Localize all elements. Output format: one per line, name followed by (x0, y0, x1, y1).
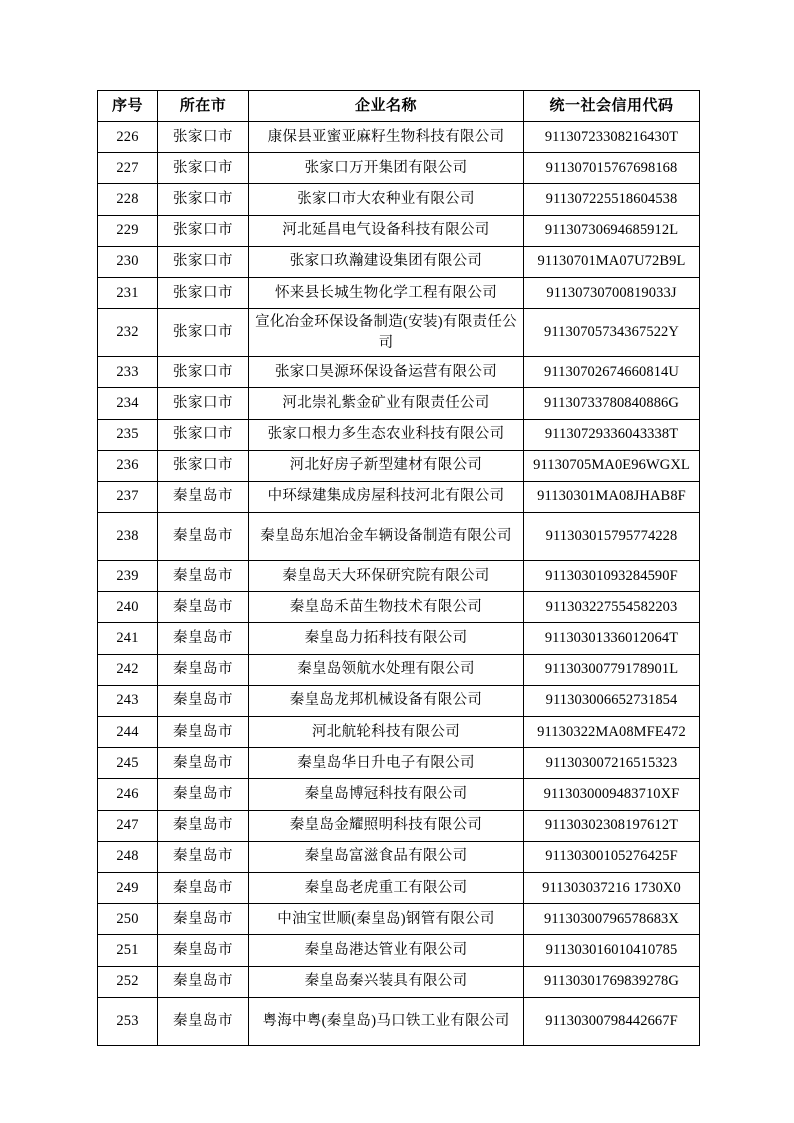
cell-company: 张家口万开集团有限公司 (249, 153, 524, 184)
table-row (98, 935, 700, 966)
table-row (98, 513, 700, 561)
cell-index: 248 (98, 841, 158, 872)
cell-code: 91130730694685912L (524, 215, 700, 246)
cell-city: 秦皇岛市 (158, 779, 249, 810)
cell-code: 911307015767698168 (524, 153, 700, 184)
table-body (98, 122, 700, 1046)
cell-index: 234 (98, 388, 158, 419)
cell-index: 249 (98, 872, 158, 903)
table-row (98, 309, 700, 357)
cell-company: 秦皇岛东旭冶金车辆设备制造有限公司 (249, 513, 524, 561)
cell-index: 230 (98, 246, 158, 277)
cell-index: 238 (98, 513, 158, 561)
cell-index: 252 (98, 966, 158, 997)
cell-index: 235 (98, 419, 158, 450)
cell-index: 231 (98, 277, 158, 308)
table-row (98, 841, 700, 872)
cell-company: 河北崇礼紫金矿业有限责任公司 (249, 388, 524, 419)
cell-city: 秦皇岛市 (158, 623, 249, 654)
cell-code: 91130705MA0E96WGXL (524, 450, 700, 481)
cell-city: 秦皇岛市 (158, 481, 249, 512)
cell-company: 张家口市大农种业有限公司 (249, 184, 524, 215)
table-row (98, 779, 700, 810)
cell-code: 91130729336043338T (524, 419, 700, 450)
table-row (98, 215, 700, 246)
table-row (98, 904, 700, 935)
cell-index: 246 (98, 779, 158, 810)
cell-code: 911303016010410785 (524, 935, 700, 966)
cell-company: 河北好房子新型建材有限公司 (249, 450, 524, 481)
cell-index: 243 (98, 685, 158, 716)
cell-code: 91130300779178901L (524, 654, 700, 685)
cell-company: 中油宝世顺(秦皇岛)钢管有限公司 (249, 904, 524, 935)
cell-company: 张家口昊源环保设备运营有限公司 (249, 357, 524, 388)
table-row (98, 966, 700, 997)
cell-company: 秦皇岛领航水处理有限公司 (249, 654, 524, 685)
table-row (98, 277, 700, 308)
cell-code: 91130705734367522Y (524, 309, 700, 357)
cell-company: 秦皇岛华日升电子有限公司 (249, 748, 524, 779)
table-row (98, 748, 700, 779)
cell-city: 秦皇岛市 (158, 904, 249, 935)
cell-city: 秦皇岛市 (158, 841, 249, 872)
table-row (98, 184, 700, 215)
cell-city: 张家口市 (158, 357, 249, 388)
cell-code: 91130322MA08MFE472 (524, 717, 700, 748)
cell-company: 秦皇岛金耀照明科技有限公司 (249, 810, 524, 841)
cell-index: 250 (98, 904, 158, 935)
cell-company: 张家口玖瀚建设集团有限公司 (249, 246, 524, 277)
cell-company: 秦皇岛博冠科技有限公司 (249, 779, 524, 810)
cell-city: 秦皇岛市 (158, 997, 249, 1045)
cell-city: 张家口市 (158, 184, 249, 215)
cell-company: 秦皇岛龙邦机械设备有限公司 (249, 685, 524, 716)
cell-index: 241 (98, 623, 158, 654)
column-header-company: 企业名称 (249, 91, 524, 122)
cell-code: 91130301336012064T (524, 623, 700, 654)
cell-company: 秦皇岛力拓科技有限公司 (249, 623, 524, 654)
cell-city: 秦皇岛市 (158, 935, 249, 966)
cell-city: 秦皇岛市 (158, 654, 249, 685)
cell-index: 239 (98, 561, 158, 592)
column-header-index: 序号 (98, 91, 158, 122)
table-row (98, 246, 700, 277)
cell-code: 91130730700819033J (524, 277, 700, 308)
cell-company: 秦皇岛港达管业有限公司 (249, 935, 524, 966)
cell-index: 236 (98, 450, 158, 481)
cell-city: 秦皇岛市 (158, 748, 249, 779)
table-row (98, 810, 700, 841)
cell-city: 张家口市 (158, 309, 249, 357)
enterprise-registry-table-container (97, 90, 699, 1046)
table-header (98, 91, 700, 122)
cell-index: 247 (98, 810, 158, 841)
cell-company: 秦皇岛天大环保研究院有限公司 (249, 561, 524, 592)
cell-code: 91130701MA07U72B9L (524, 246, 700, 277)
column-header-code: 统一社会信用代码 (524, 91, 700, 122)
cell-city: 张家口市 (158, 388, 249, 419)
table-row (98, 388, 700, 419)
cell-index: 232 (98, 309, 158, 357)
table-row (98, 654, 700, 685)
table-row (98, 872, 700, 903)
cell-index: 251 (98, 935, 158, 966)
cell-company: 宣化冶金环保设备制造(安装)有限责任公司 (249, 309, 524, 357)
cell-city: 张家口市 (158, 215, 249, 246)
cell-index: 240 (98, 592, 158, 623)
cell-code: 911303006652731854 (524, 685, 700, 716)
cell-city: 张家口市 (158, 450, 249, 481)
cell-company: 秦皇岛老虎重工有限公司 (249, 872, 524, 903)
cell-code: 91130300796578683X (524, 904, 700, 935)
table-row (98, 357, 700, 388)
cell-index: 244 (98, 717, 158, 748)
cell-city: 秦皇岛市 (158, 561, 249, 592)
cell-city: 秦皇岛市 (158, 966, 249, 997)
cell-code: 911303227554582203 (524, 592, 700, 623)
table-row (98, 685, 700, 716)
table-row (98, 153, 700, 184)
cell-city: 张家口市 (158, 246, 249, 277)
cell-company: 秦皇岛禾苗生物技术有限公司 (249, 592, 524, 623)
cell-index: 242 (98, 654, 158, 685)
cell-city: 秦皇岛市 (158, 810, 249, 841)
cell-code: 91130301093284590F (524, 561, 700, 592)
table-row (98, 592, 700, 623)
cell-code: 911303007216515323 (524, 748, 700, 779)
cell-index: 237 (98, 481, 158, 512)
table-row (98, 419, 700, 450)
cell-city: 秦皇岛市 (158, 685, 249, 716)
cell-code: 91130733780840886G (524, 388, 700, 419)
cell-city: 秦皇岛市 (158, 513, 249, 561)
table-header-row (98, 91, 700, 122)
cell-city: 张家口市 (158, 277, 249, 308)
enterprise-registry-table (97, 90, 700, 1046)
cell-city: 秦皇岛市 (158, 872, 249, 903)
cell-code: 91130301769839278G (524, 966, 700, 997)
cell-code: 911303015795774228 (524, 513, 700, 561)
column-header-city: 所在市 (158, 91, 249, 122)
cell-code: 91130300798442667F (524, 997, 700, 1045)
table-row (98, 481, 700, 512)
cell-company: 秦皇岛秦兴装具有限公司 (249, 966, 524, 997)
cell-company: 秦皇岛富滋食品有限公司 (249, 841, 524, 872)
cell-code: 91130702674660814U (524, 357, 700, 388)
cell-code: 91130300105276425F (524, 841, 700, 872)
cell-city: 秦皇岛市 (158, 592, 249, 623)
cell-code: 91130723308216430T (524, 122, 700, 153)
cell-company: 河北航轮科技有限公司 (249, 717, 524, 748)
cell-index: 229 (98, 215, 158, 246)
cell-index: 245 (98, 748, 158, 779)
cell-city: 张家口市 (158, 419, 249, 450)
table-row (98, 450, 700, 481)
table-row (98, 623, 700, 654)
table-row (98, 561, 700, 592)
cell-code: 91130302308197612T (524, 810, 700, 841)
cell-index: 233 (98, 357, 158, 388)
table-row (98, 717, 700, 748)
cell-city: 秦皇岛市 (158, 717, 249, 748)
cell-city: 张家口市 (158, 122, 249, 153)
cell-code: 9113030009483710XF (524, 779, 700, 810)
cell-company: 粤海中粤(秦皇岛)马口铁工业有限公司 (249, 997, 524, 1045)
cell-company: 康保县亚蜜亚麻籽生物科技有限公司 (249, 122, 524, 153)
cell-company: 张家口根力多生态农业科技有限公司 (249, 419, 524, 450)
cell-company: 河北延昌电气设备科技有限公司 (249, 215, 524, 246)
cell-code: 911307225518604538 (524, 184, 700, 215)
cell-index: 227 (98, 153, 158, 184)
cell-company: 怀来县长城生物化学工程有限公司 (249, 277, 524, 308)
cell-city: 张家口市 (158, 153, 249, 184)
cell-code: 911303037216 1730X0 (524, 872, 700, 903)
cell-index: 226 (98, 122, 158, 153)
cell-index: 228 (98, 184, 158, 215)
cell-company: 中环绿建集成房屋科技河北有限公司 (249, 481, 524, 512)
table-row (98, 997, 700, 1045)
cell-index: 253 (98, 997, 158, 1045)
table-row (98, 122, 700, 153)
cell-code: 91130301MA08JHAB8F (524, 481, 700, 512)
